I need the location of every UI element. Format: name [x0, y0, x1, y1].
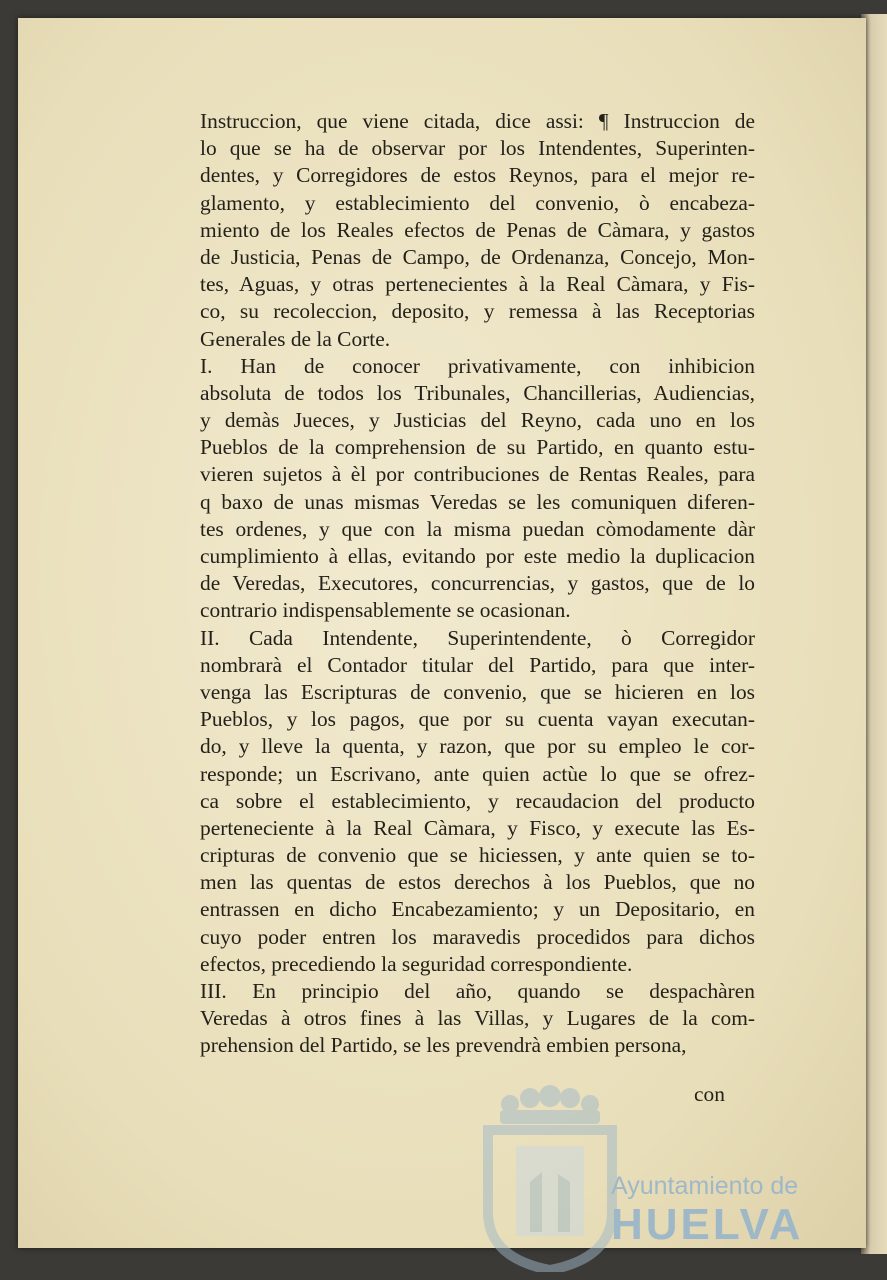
text-line: cumplimiento à ellas, evitando por este medio la duplicacion — [200, 544, 755, 568]
text-line: Pueblos de la comprehension de su Partido, en quanto estu- — [200, 435, 755, 460]
text-line: prehension del Partido, se les prevendrà embien persona, — [200, 1033, 687, 1058]
text-line: Veredas à otros fines à las Villas, y Lugares de la com- — [200, 1006, 755, 1031]
text-line: tes ordenes, y que con la misma puedan còmodamente dàr — [200, 516, 755, 541]
text-line: y demàs Jueces, y Justicias del Reyno, cada uno en los — [200, 408, 755, 433]
text-line: miento de los Reales efectos de Penas de Càmara, y gastos — [200, 217, 755, 242]
catchword: con — [694, 1082, 725, 1106]
text-line: absoluta de todos los Tribunales, Chancillerias, Audiencias, — [200, 380, 755, 405]
text-line: do, y lleve la quenta, y razon, que por su empleo le cor- — [200, 734, 755, 759]
text-line: contrario indispensablemente se ocasionan. — [200, 598, 571, 623]
text-line: cuyo poder entren los maravedis procedidos para dichos — [200, 924, 755, 949]
watermark-text-huelva: HUELVA — [611, 1200, 804, 1249]
document-body — [200, 108, 755, 1060]
text-line: perteneciente à la Real Càmara, y Fisco, y execute las Es- — [200, 815, 755, 840]
text-line: entrassen en dicho Encabezamiento; y un Depositario, en — [200, 897, 755, 922]
text-line: nombrarà el Contador titular del Partido, para que inter- — [200, 652, 755, 677]
watermark-text-ayuntamiento: Ayuntamiento de — [611, 1172, 799, 1200]
text-line: lo que se ha de observar por los Intendentes, Superinten- — [200, 136, 755, 161]
text-line: glamento, y establecimiento del convenio, ò encabeza- — [200, 190, 755, 215]
text-line: venga las Escripturas de convenio, que se hicieren en los — [200, 679, 755, 704]
text-line: responde; un Escrivano, ante quien actùe lo que se ofrez- — [200, 761, 755, 786]
text-line: de Justicia, Penas de Campo, de Ordenanza, Concejo, Mon- — [200, 244, 755, 269]
text-line: vieren sujetos à èl por contribuciones de Rentas Reales, para — [200, 462, 755, 487]
text-line: q baxo de unas mismas Veredas se les comuniquen diferen- — [200, 489, 755, 514]
text-line: ca sobre el establecimiento, y recaudacion del producto — [200, 788, 755, 813]
text-line: co, su recoleccion, deposito, y remessa à las Receptorias — [200, 299, 755, 324]
text-line: efectos, precediendo la seguridad correspondiente. — [200, 951, 633, 976]
text-line: III. En principio del año, quando se despachàren — [200, 979, 755, 1003]
text-line: Instruccion, que viene citada, dice assi: ¶ Instruccion de — [200, 109, 755, 133]
text-line: Generales de la Corte. — [200, 326, 391, 351]
text-line: Pueblos, y los pagos, que por su cuenta vayan executan- — [200, 707, 755, 732]
text-line: men las quentas de estos derechos à los Pueblos, que no — [200, 870, 755, 895]
text-line: dentes, y Corregidores de estos Reynos, para el mejor re- — [200, 163, 755, 188]
text-line: tes, Aguas, y otras pertenecientes à la Real Càmara, y Fis- — [200, 272, 755, 297]
text-line: de Veredas, Executores, concurrencias, y gastos, que de lo — [200, 571, 755, 596]
text-line: cripturas de convenio que se hiciessen, y ante quien se to- — [200, 843, 755, 868]
text-line: I. Han de conocer privativamente, con inhibicion — [200, 353, 755, 378]
text-line: II. Cada Intendente, Superintendente, ò Corregidor — [200, 625, 755, 650]
